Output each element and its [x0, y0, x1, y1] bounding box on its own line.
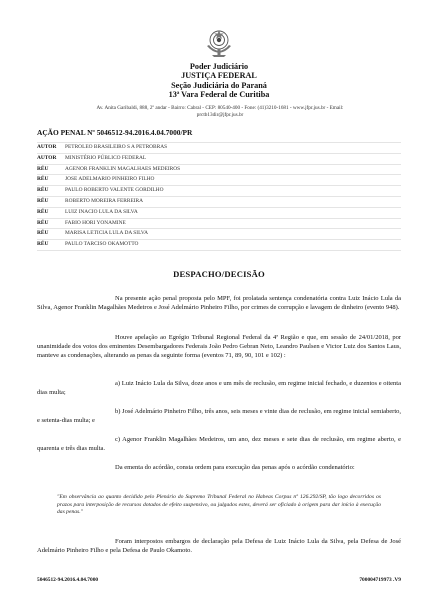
- party-row: [37, 218, 401, 229]
- party-name: PAULO ROBERTO VALENTE GORDILHO: [65, 187, 164, 194]
- party-row: [37, 196, 401, 207]
- party-name: MINISTÉRIO PÚBLICO FEDERAL: [65, 154, 147, 161]
- address-line: Av. Anita Garibaldi, 888, 2º andar - Bairro: Cabral - CEP: 80540-400 - Fone: (41)3210-1681 - www.jfpr.jus.br - Email:: [96, 105, 344, 111]
- paragraph-ementa: Da ementa do acórdão, consta ordem para execução das penas após o acórdão condenatório:: [115, 464, 355, 471]
- header-justica-federal: JUSTIÇA FEDERAL: [181, 71, 257, 80]
- party-name: MARISA LETICIA LULA DA SILVA: [65, 230, 148, 237]
- header-secao-judiciaria: Seção Judiciária do Paraná: [171, 80, 267, 90]
- paragraph-item-a: a) Luiz Inácio Lula da Silva, doze anos e um mês de reclusão, em regime inicial fechado, e duzentos e oitenta dias multa;: [37, 380, 401, 396]
- case-title: AÇÃO PENAL Nº 5046512-94.2016.4.04.7000/PR: [37, 128, 193, 137]
- quote-block: "Em observância ao quanto decidido pelo Plenário do Supremo Tribunal Federal no Habeas Corpus nº 126.292/SP, tão logo decorridos os prazos para interposição de recursos dotados de efeito suspensivo, ou julgados estes, deverá ser oficiado à origem para dar início à execução das penas.": [57, 494, 381, 516]
- party-role: AUTOR: [37, 154, 57, 161]
- paragraph-item-b: b) José Adelmário Pinheiro Filho, três anos, seis meses e vinte dias de reclusão, em regime inicial semiaberto, e setenta-dias multa; e: [37, 408, 401, 424]
- party-role: RÉU: [37, 219, 49, 226]
- party-row: [37, 153, 401, 164]
- party-role: RÉU: [37, 197, 49, 204]
- party-row: [37, 228, 401, 239]
- parties-table: [37, 142, 401, 251]
- party-name: AGENOR FRANKLIN MAGALHAES MEDEIROS: [65, 165, 181, 172]
- party-role: RÉU: [37, 165, 49, 172]
- party-name: FABIO HORI YONAMINE: [65, 219, 126, 226]
- party-row: [37, 142, 401, 153]
- party-role: RÉU: [37, 187, 49, 194]
- party-name: PETROLEO BRASILEIRO S A PETROBRAS: [65, 144, 168, 150]
- paragraph-item-c: c) Agenor Franklin Magalhães Medeiros, um ano, dez meses e sete dias de reclusão, em regime aberto, e quarenta e três dias multa.: [37, 436, 401, 452]
- footer-document-code: 700004719973 .V9: [359, 577, 401, 583]
- party-role: RÉU: [37, 241, 49, 248]
- party-name: PAULO TARCISO OKAMOTTO: [65, 241, 139, 248]
- party-name: JOSE ADELMARIO PINHEIRO FILHO: [65, 176, 155, 183]
- party-role: RÉU: [37, 230, 49, 237]
- section-title: DESPACHO/DECISÃO: [173, 269, 265, 279]
- party-role: AUTOR: [37, 144, 57, 150]
- party-row: [37, 185, 401, 196]
- paragraph-embargos: Foram interpostos embargos de declaração pela Defesa de Luiz Inácio Lula da Silva, pela Defesa de José Adelmário Pinheiro Filho e pela Defesa de Paulo Okamoto.: [37, 538, 401, 554]
- party-row: [37, 164, 401, 175]
- footer-process-number: 5046512-94.2016.4.04.7000: [37, 577, 99, 583]
- address-email: prctb13dir@jfpr.jus.br: [196, 112, 244, 118]
- party-name: LUIZ INACIO LULA DA SILVA: [65, 208, 138, 215]
- header-poder-judiciario: Poder Judiciário: [189, 62, 249, 71]
- paragraph-intro: Na presente ação penal proposta pelo MPF, foi prolatada sentença condenatória contra Luiz Inácio Lula da Silva, Agenor Franklin Magalhães Medeiros e José Adelmário Pinheiro Filho, por crimes de corrupção e lavagem de dinheiro (evento 948).: [37, 295, 401, 311]
- party-row: [37, 207, 401, 218]
- party-role: RÉU: [37, 176, 49, 183]
- party-row: [37, 174, 401, 185]
- paragraph-appeal: Houve apelação ao Egrégio Tribunal Regional Federal da 4ª Região e que, em sessão de 24/01/2018, por unanimidade dos votos dos eminentes Desembargadores Federais João Pedro Gebran Neto, Leandro Paulsen e Victor Luiz dos Santos Laus, manteve as condenações, alterando as penas da seguinte forma (eventos 71, 89, 90, 101 e 102) :: [37, 334, 401, 359]
- party-name: ROBERTO MOREIRA FERREIRA: [65, 197, 144, 204]
- party-role: RÉU: [37, 208, 49, 215]
- header-vara-federal: 13ª Vara Federal de Curitiba: [168, 90, 270, 99]
- party-row: [37, 239, 401, 251]
- brasao-republica-icon: [204, 26, 234, 58]
